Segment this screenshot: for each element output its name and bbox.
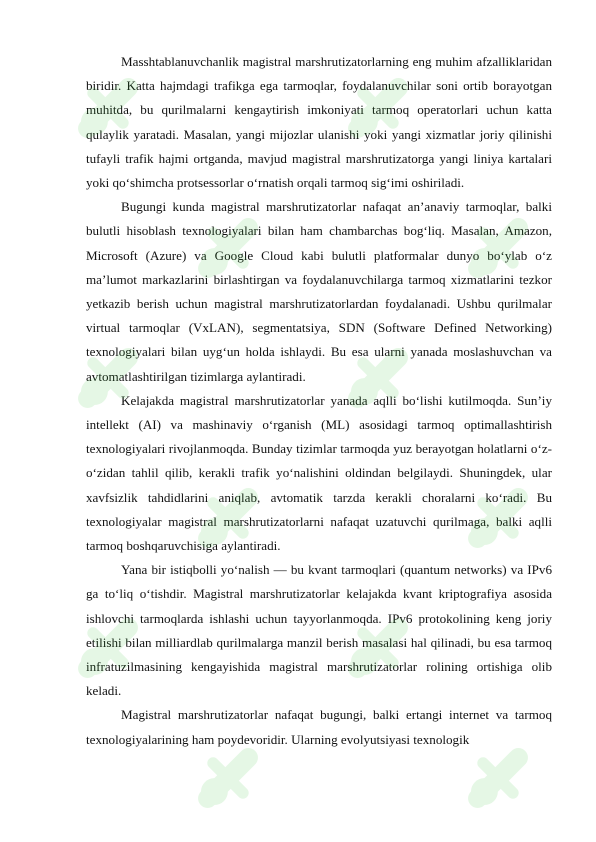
paragraph-3: Kelajakda magistral marshrutizatorlar yanada aqlli bo‘lishi kutilmoqda. Sun’iy intellekt (AI) va mashinaviy o‘rganish (ML) asosidagi tarmoq optimallashtirish texnologiyalari rivojlanmoqda. Bunday tizimlar tarmoqda yuz berayotgan holatlarni o‘z-o‘zidan tahlil qilib, kerakli trafik yo‘nalishini oldindan belgilaydi. Shuningdek, ular xavfsizlik tahdidlarini aniqlab, avtomatik tarzda kerakli choralarni ko‘radi. Bu texnologiyalar magistral marshrutizatorlarni nafaqat uzatuvchi qurilmaga, balki aqlli tarmoq boshqaruvchisiga aylantiradi. (86, 392, 552, 554)
paragraph-1: Masshtablanuvchanlik magistral marshrutizatorlarning eng muhim afzalliklaridan biridir. Katta hajmdagi trafikga ega tarmoqlar, foydalanuvchilar soni ortib borayotgan muhitda, bu qurilmalarni kengaytirish imkoniyati tarmoq operatorlari uchun katta qulaylik yaratadi. Masalan, yangi mijozlar ulanishi yoki yangi xizmatlar joriy qilinishi tufayli trafik hajmi ortganda, mavjud magistral marshrutizatorga yangi liniya kartalari yoki qo‘shimcha protsessorlar o‘rnatish orqali tarmoq sig‘imi oshiriladi. (86, 54, 552, 191)
paragraph-5: Magistral marshrutizatorlar nafaqat bugungi, balki ertangi internet va tarmoq texnologiyalarining ham poydevoridir. Ularning evolyutsiyasi texnologik (86, 707, 552, 747)
document-body (86, 50, 552, 752)
paragraph-4: Yana bir istiqbolli yo‘nalish — bu kvant tarmoqlari (quantum networks) va IPv6 ga to‘liq o‘tishdir. Magistral marshrutizatorlar kelajakda kvant kriptografiya asosida ishlovchi tarmoqlarda ishlashi uchun tayyorlanmoqda. IPv6 protokolining keng joriy etilishi bilan milliardlab qurilmalarga manzil berish masalasi hal qilinadi, bu esa tarmoq infratuzilmasining kengayishida magistral marshrutizatorlar rolining ortishiga olib keladi. (86, 562, 552, 699)
paragraph-2: Bugungi kunda magistral marshrutizatorlar nafaqat an’anaviy tarmoqlar, balki bulutli hisoblash texnologiyalari bilan ham chambarchas bog‘liq. Masalan, Amazon, Microsoft (Azure) va Google Cloud kabi bulutli platformalar dunyo bo‘ylab o‘z ma’lumot markazlarini birlashtirgan va foydalanuvchilarga tarmoq xizmatlarini tezkor yetkazib berish uchun magistral marshrutizatorlardan foydalanadi. Ushbu qurilmalar virtual tarmoqlar (VxLAN), segmentatsiya, SDN (Software Defined Networking) texnologiyalari bilan uyg‘un holda ishlaydi. Bu esa ularni yanada moslashuvchan va avtomatlashtirilgan tizimlarga aylantiradi. (86, 199, 552, 384)
